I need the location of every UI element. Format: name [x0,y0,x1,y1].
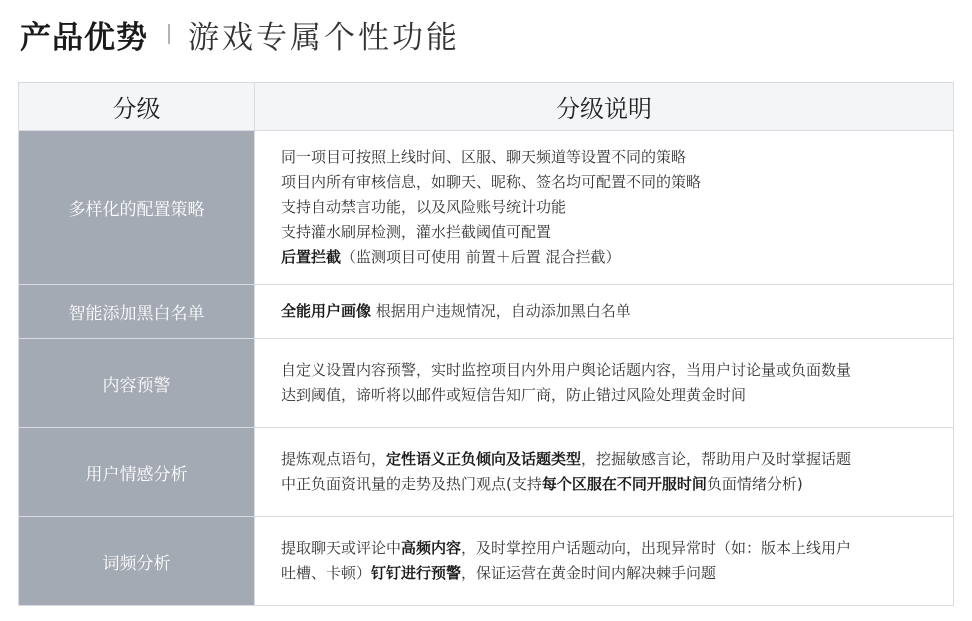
table-row [19,131,954,285]
description-line [281,447,941,472]
title-divider [168,24,170,44]
row-description [255,131,954,285]
page-header [20,12,460,56]
page-title: 产品优势 [20,19,148,56]
description-text: 支持自动禁言功能，以及风险账号统计功能 [281,198,567,216]
description-line [281,195,941,220]
highlight-text: 全能用户画像 [281,302,372,320]
description-text: 根据用户违规情况，自动添加黑白名单 [371,302,631,320]
description-line [281,145,941,170]
description-text: ，保证运营在黄金时间内解决棘手问题 [461,564,717,582]
page-subtitle: 游戏专属个性功能 [188,19,460,56]
row-level-label: 词频分析 [19,517,255,606]
description-line [281,383,941,408]
highlight-text: 定性语义正负倾向及话题类型 [386,450,582,468]
description-text: 支持灌水刷屏检测，灌水拦截阈值可配置 [281,223,552,241]
description-text: 自定义设置内容预警，实时监控项目内外用户舆论话题内容，当用户讨论量或负面数量 [281,361,852,379]
description-text: 提炼观点语句， [281,450,387,468]
table-header-row [19,83,954,131]
description-line [281,561,941,586]
description-line [281,536,941,561]
description-text: 负面情绪分析) [706,475,803,493]
description-text: 达到阈值，谛听将以邮件或短信告知厂商，防止错过风险处理黄金时间 [281,386,747,404]
description-text: 吐槽、卡顿） [281,564,372,582]
row-level-label: 用户情感分析 [19,428,255,517]
description-line [281,170,941,195]
row-description [255,285,954,339]
description-text: ，挖掘敏感言论，帮助用户及时掌握话题 [581,450,852,468]
highlight-text: 钉钉进行预警 [371,564,462,582]
description-line [281,220,941,245]
row-description [255,517,954,606]
row-description [255,339,954,428]
table-row [19,285,954,339]
description-text: 同一项目可按照上线时间、区服、聊天频道等设置不同的策略 [281,148,687,166]
row-description [255,428,954,517]
description-line [281,472,941,497]
table-body [19,131,954,606]
column-header-level: 分级 [19,83,255,131]
row-level-label: 智能添加黑白名单 [19,285,255,339]
description-text: （监测项目可使用 前置＋后置 混合拦截） [341,248,621,266]
highlight-text: 后置拦截 [281,248,342,266]
table-row [19,339,954,428]
row-level-label: 内容预警 [19,339,255,428]
description-line [281,245,941,270]
table-row [19,517,954,606]
description-line [281,299,941,324]
description-text: 提取聊天或评论中 [281,539,402,557]
description-text: 中正负面资讯量的走势及热门观点(支持 [281,475,542,493]
description-text: 项目内所有审核信息，如聊天、昵称、签名均可配置不同的策略 [281,173,702,191]
row-level-label: 多样化的配置策略 [19,131,255,285]
highlight-text: 高频内容 [401,539,462,557]
feature-table [18,82,954,606]
description-line [281,358,941,383]
highlight-text: 每个区服在不同开服时间 [541,475,707,493]
column-header-description: 分级说明 [255,83,954,131]
description-text: ，及时掌控用户话题动向，出现异常时（如：版本上线用户 [461,539,852,557]
table-row [19,428,954,517]
